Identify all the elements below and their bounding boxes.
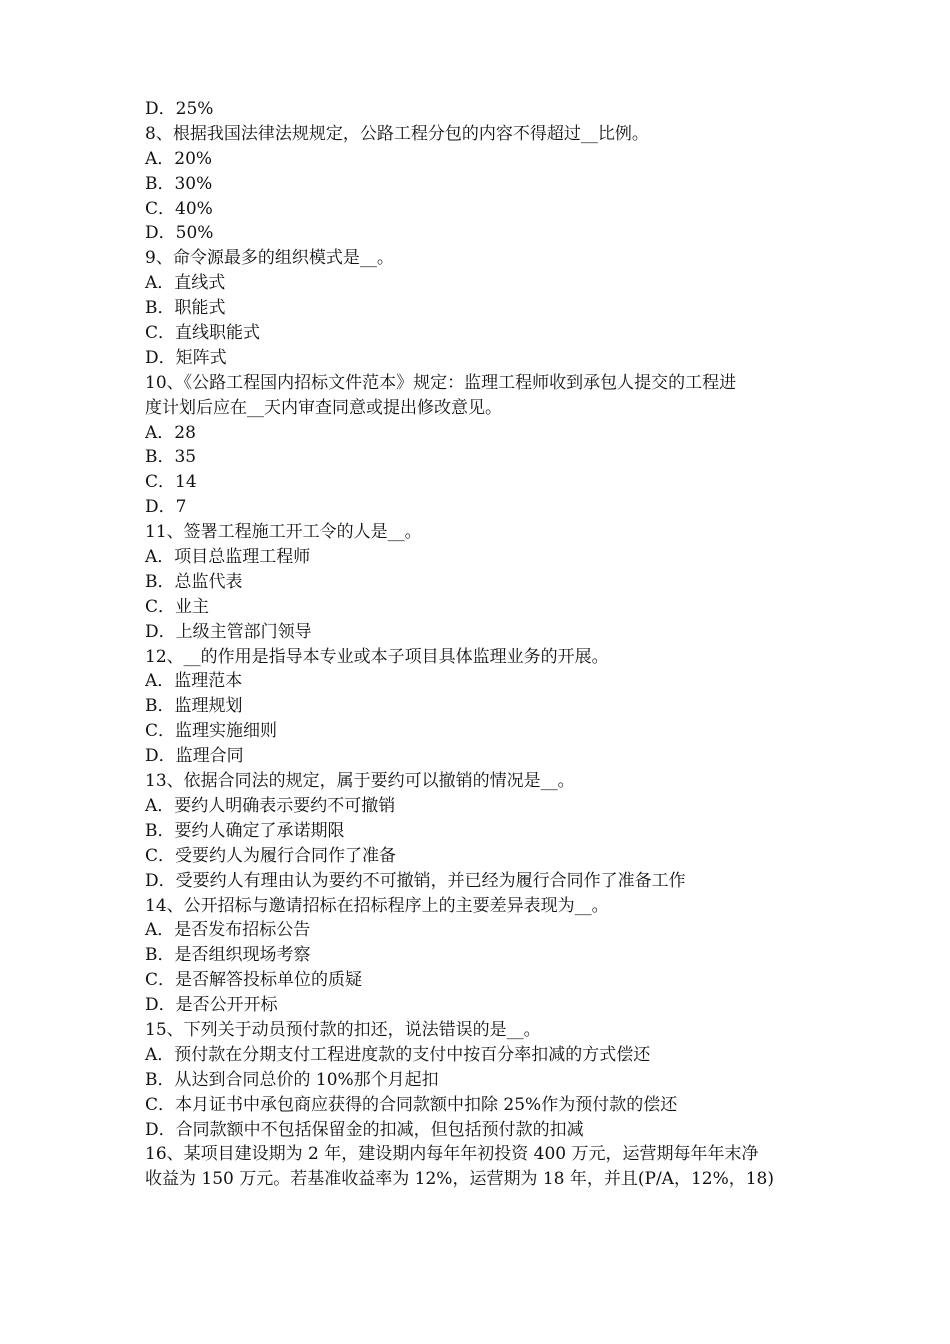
text-line: D．25% — [145, 99, 214, 119]
text-line: A．是否发布招标公告 — [145, 920, 311, 941]
text-line: 15、下列关于动员预付款的扣还，说法错误的是__。 — [145, 1019, 541, 1040]
text-line: 9、命令源最多的组织模式是__。 — [145, 248, 394, 269]
text-line: B．总监代表 — [145, 571, 243, 592]
text-line: C．受要约人为履行合同作了准备 — [145, 845, 397, 866]
text-line: 16、某项目建设期为 2 年，建设期内每年年初投资 400 万元，运营期每年年末净 — [145, 1144, 759, 1165]
text-line: B．职能式 — [145, 298, 226, 319]
text-line: C．直线职能式 — [145, 323, 261, 344]
text-line: C．40% — [145, 198, 213, 219]
text-line: D．7 — [145, 497, 187, 518]
text-line: A．直线式 — [145, 273, 226, 294]
text-line: B．35 — [145, 447, 197, 468]
text-line: B．从达到合同总价的 10%那个月起扣 — [145, 1069, 439, 1090]
text-line: 10、《公路工程国内招标文件范本》规定：监理工程师收到承包人提交的工程进 — [145, 372, 737, 393]
text-line: 收益为 150 万元。若基准收益率为 12%，运营期为 18 年，并且(P/A，12%，18) — [145, 1169, 775, 1190]
text-line: 度计划后应在__天内审查同意或提出修改意见。 — [145, 397, 502, 418]
text-line: D．监理合同 — [145, 746, 244, 767]
text-line: D．是否公开开标 — [145, 995, 278, 1016]
text-line: C．14 — [145, 472, 197, 493]
text-line: A．项目总监理工程师 — [145, 547, 311, 568]
text-line: A．监理范本 — [145, 671, 243, 692]
text-line: C．本月证书中承包商应获得的合同款额中扣除 25%作为预付款的偿还 — [145, 1094, 678, 1115]
text-line: 8、根据我国法律法规规定，公路工程分包的内容不得超过__比例。 — [145, 123, 649, 144]
document-page — [145, 97, 813, 1192]
text-line: A．预付款在分期支付工程进度款的支付中按百分率扣减的方式偿还 — [145, 1044, 651, 1065]
text-line: 14、公开招标与邀请招标在招标程序上的主要差异表现为__。 — [145, 895, 609, 916]
text-line: 11、签署工程施工开工令的人是__。 — [145, 522, 422, 543]
text-line: 12、__的作用是指导本专业或本子项目具体监理业务的开展。 — [145, 646, 609, 667]
text-line: C．是否解答投标单位的质疑 — [145, 970, 363, 991]
text-line: A．28 — [145, 422, 196, 443]
text-line: D．50% — [145, 223, 214, 244]
text-line: D．上级主管部门领导 — [145, 621, 312, 642]
text-line: A．20% — [145, 148, 213, 169]
text-line: D．合同款额中不包括保留金的扣减，但包括预付款的扣减 — [145, 1119, 584, 1140]
text-line: B．要约人确定了承诺期限 — [145, 820, 345, 841]
text-line: C．业主 — [145, 596, 210, 617]
text-line: D．受要约人有理由认为要约不可撤销，并已经为履行合同作了准备工作 — [145, 870, 686, 891]
text-line: A．要约人明确表示要约不可撤销 — [145, 795, 396, 816]
text-line: D．矩阵式 — [145, 347, 227, 368]
text-line: B．是否组织现场考察 — [145, 945, 311, 966]
text-line: B．30% — [145, 173, 213, 194]
text-line: 13、依据合同法的规定，属于要约可以撤销的情况是__。 — [145, 771, 575, 792]
text-line: C．监理实施细则 — [145, 721, 278, 742]
text-line: B．监理规划 — [145, 696, 243, 717]
